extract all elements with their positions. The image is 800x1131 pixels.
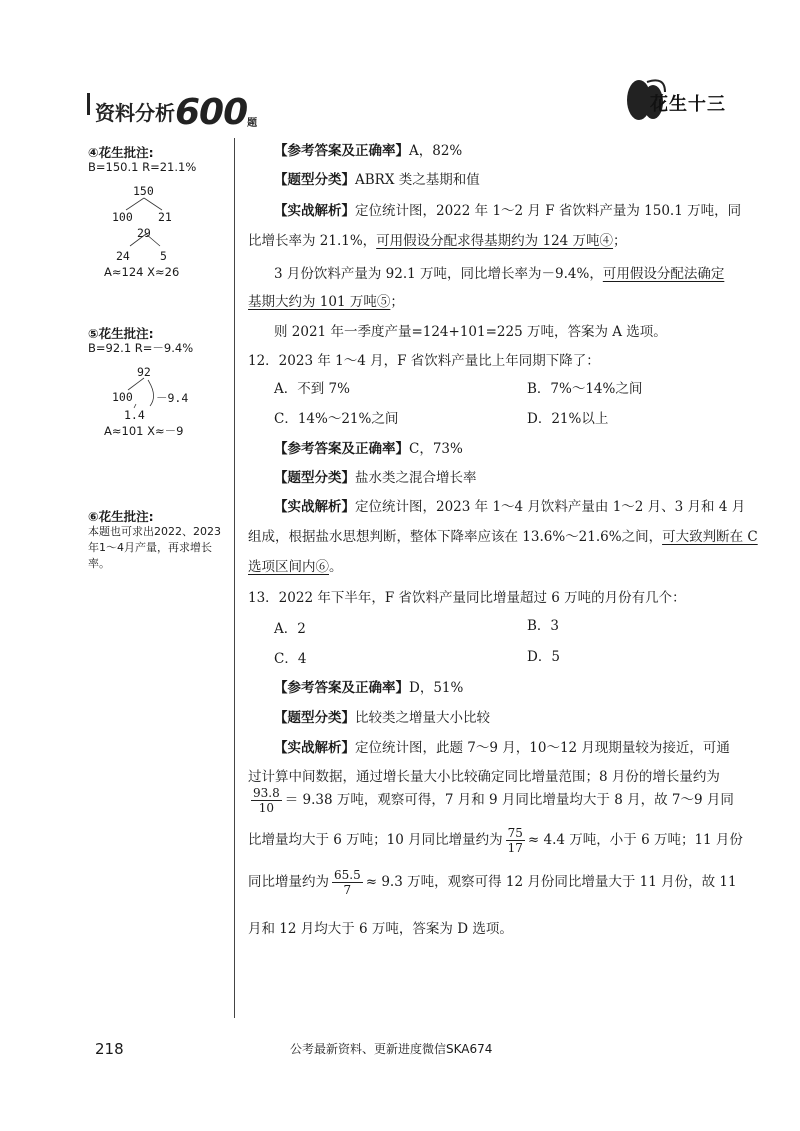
q11-answer-tag: 【参考答案及正确率】: [274, 143, 409, 159]
note-4-tree-mid: 29: [137, 226, 151, 240]
q13-analysis-text-4b: ≈ 4.4 万吨，小于 6 万吨；11 月份: [527, 832, 743, 848]
q13-analysis-text-3: ＝ 9.38 万吨，观察可得，7 月和 9 月同比增量均大于 8 月，故 7～9 月同: [284, 792, 734, 808]
q11-type: [274, 168, 774, 188]
q12-stem: 12．2023 年 1～4 月，F 省饮料产量比上年同期下降了：: [248, 353, 600, 369]
note-5-tree-mid: 1.4: [124, 408, 145, 422]
q12-analysis-line-3: [248, 555, 748, 575]
q11-analysis-line-4: [248, 290, 748, 310]
q12-answer-value: C，73%: [409, 441, 463, 457]
note-5-tree-right: －9.4: [156, 391, 189, 405]
q13-analysis-line-6: 月和 12 月均大于 6 万吨，答案为 D 选项。: [248, 921, 513, 937]
q11-analysis-line-5: 则 2021 年一季度产量=124+101=225 万吨，答案为 A 选项。: [274, 324, 667, 340]
q12-option-a: A．不到 7%: [274, 381, 350, 397]
fraction-1-numerator: 93.8: [253, 786, 280, 800]
q12-option-b: B．7%～14%之间: [527, 381, 643, 397]
q11-analysis-tag: 【实战解析】: [274, 203, 355, 219]
q11-analysis-text-4b: ；: [390, 294, 404, 310]
q11-analysis-underline-1: 可用假设分配求得基期约为 124 万吨④: [376, 233, 614, 249]
q12-option-d: D．21%以上: [527, 411, 609, 427]
q13-type-tag: 【题型分类】: [274, 710, 355, 726]
q13-stem: 13．2022 年下半年，F 省饮料产量同比增量超过 6 万吨的月份有几个：: [248, 590, 686, 606]
q12-analysis-tag: 【实战解析】: [274, 499, 355, 515]
q12-answer: [274, 437, 774, 457]
q11-analysis-underline-3: 基期大约为 101 万吨⑤: [248, 294, 391, 310]
book-title-num: 600: [175, 92, 248, 133]
note-4: [88, 145, 196, 175]
q11-analysis-text-2c: ；: [613, 233, 627, 249]
note-4-tree-top: 150: [133, 184, 154, 198]
fraction-2: [506, 826, 525, 855]
note-5-values: B=92.1 R=－9.4%: [88, 341, 194, 355]
page-number: 218: [95, 1040, 124, 1058]
q13-analysis-tag: 【实战解析】: [274, 740, 355, 756]
q13-analysis-line-2: 过计算中间数据，通过增长量大小比较确定同比增量范围；8 月份的增长量约为: [248, 769, 720, 785]
note-4-values: B=150.1 R=21.1%: [88, 160, 197, 174]
fraction-3-denominator: 7: [343, 883, 352, 897]
note-5-title: ⑤花生批注:: [88, 326, 154, 341]
q11-analysis-underline-2: 可用假设分配法确定: [602, 266, 725, 282]
footer-text: 公考最新资料、更新进度微信SKA674: [290, 1042, 493, 1056]
q12-type-value: 盐水类之混合增长率: [355, 470, 477, 486]
note-5-tree-top: 92: [137, 365, 151, 379]
q13-analysis-text-5b: ≈ 9.3 万吨，观察可得 12 月份同比增量大于 11 月份，故 11: [365, 874, 737, 890]
note-4-title: ④花生批注:: [88, 145, 154, 160]
q13-option-c: C．4: [274, 651, 307, 667]
q11-analysis-line-2: [248, 229, 748, 249]
q13-answer-value: D，51%: [409, 680, 464, 696]
note-4-result: A≈124 X≈26: [104, 265, 180, 279]
brand-name: 花生十三: [650, 94, 726, 115]
q11-analysis-line-1: [274, 199, 774, 219]
fraction-3: [332, 868, 363, 897]
q13-type-value: 比较类之增量大小比较: [355, 710, 490, 726]
q11-type-tag: 【题型分类】: [274, 172, 355, 188]
q12-type-tag: 【题型分类】: [274, 470, 355, 486]
q13-answer-tag: 【参考答案及正确率】: [274, 680, 409, 696]
note-4-tree-bottom-right: 5: [160, 249, 167, 263]
fraction-1-denominator: 10: [258, 801, 274, 815]
q12-analysis-text-1: 定位统计图，2023 年 1～4 月饮料产量由 1～2 月、3 月和 4 月: [355, 499, 746, 515]
header-bar: [87, 93, 90, 115]
q12-analysis-underline-2: 选项区间内⑥: [248, 559, 329, 575]
q12-answer-tag: 【参考答案及正确率】: [274, 441, 409, 457]
q12-analysis-line-1: [274, 495, 774, 515]
q13-option-b: B．3: [527, 618, 560, 634]
q12-analysis-text-3b: 。: [329, 559, 343, 575]
q13-analysis-line-4: [248, 826, 748, 855]
fraction-2-denominator: 17: [507, 841, 523, 855]
fraction-2-numerator: 75: [507, 826, 523, 840]
q13-answer: [274, 676, 774, 696]
book-title-cn: 资料分析: [95, 101, 175, 125]
q13-analysis-line-1: [274, 736, 774, 756]
book-title-suffix: 题: [247, 118, 258, 129]
q11-answer-value: A，82%: [409, 143, 463, 159]
q13-analysis-text-4a: 比增量均大于 6 万吨；10 月同比增量约为: [248, 832, 503, 848]
book-title: [95, 88, 258, 133]
q11-analysis-text-2a: 比增长率为 21.1%，: [248, 233, 377, 249]
q12-analysis-line-2: [248, 525, 758, 545]
q13-analysis-line-3: [248, 786, 748, 815]
q12-analysis-text-2a: 组成，根据盐水思想判断，整体下降率应该在 13.6%～21.6%之间，: [248, 529, 663, 545]
q12-analysis-underline-1: 可大致判断在 C: [662, 529, 758, 545]
note-6-title: ⑥花生批注:: [88, 509, 154, 524]
q13-type: [274, 706, 774, 726]
note-5: [88, 326, 193, 356]
q12-option-c: C．14%～21%之间: [274, 411, 399, 427]
q12-type: [274, 466, 774, 486]
q13-option-a: A．2: [274, 621, 306, 637]
q13-analysis-line-5: [248, 868, 748, 897]
column-divider: [234, 138, 235, 1018]
note-6-text: 本题也可求出2022、2023年1～4月产量，再求增长率。: [88, 525, 221, 570]
note-5-tree-left: 100: [112, 390, 133, 404]
note-4-tree-bottom-left: 24: [116, 249, 130, 263]
q11-analysis-text-3a: 3 月份饮料产量为 92.1 万吨，同比增长率为－9.4%，: [274, 266, 603, 282]
q11-analysis-line-3: [274, 262, 774, 282]
q11-type-value: ABRX 类之基期和值: [355, 172, 480, 188]
note-6: [88, 509, 228, 572]
q11-analysis-text-1: 定位统计图，2022 年 1～2 月 F 省饮料产量为 150.1 万吨，同: [355, 203, 742, 219]
q13-analysis-text-1: 定位统计图，此题 7～9 月，10～12 月现期量较为接近，可通: [355, 740, 730, 756]
q11-answer: [274, 139, 774, 159]
q13-analysis-text-5a: 同比增量约为: [248, 874, 329, 890]
fraction-3-numerator: 65.5: [334, 868, 361, 882]
note-5-result: A≈101 X≈－9: [104, 424, 184, 438]
note-4-tree-left: 100: [112, 210, 133, 224]
note-4-tree-right: 21: [158, 210, 172, 224]
q13-option-d: D．5: [527, 649, 560, 665]
fraction-1: [251, 786, 282, 815]
